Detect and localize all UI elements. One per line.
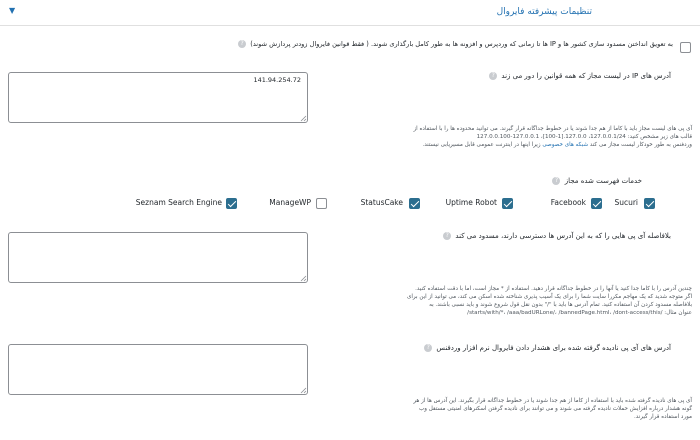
chevron-down-icon[interactable]: ▼ — [9, 6, 16, 15]
private-networks-link[interactable]: شبکه های خصوصی — [542, 142, 589, 148]
ignored-ips-help-line: مورد استفاده قرار گیرند. — [633, 414, 692, 420]
service-checkbox-statuscake[interactable] — [409, 198, 420, 209]
blocklist-field-label — [443, 232, 671, 240]
service-label-statuscake: StatusCake — [360, 198, 403, 207]
divider — [0, 25, 700, 26]
service-checkbox-seznam[interactable] — [226, 198, 237, 209]
help-icon[interactable]: ? — [443, 232, 451, 240]
blocklist-help-text — [407, 285, 692, 317]
service-checkbox-managewp[interactable] — [316, 198, 327, 209]
blocklist-help-line: عنوان مثال: /starts/with/*، /aaa/badURLone/، /bannedPage.html، /dont-access/this/ — [467, 310, 692, 316]
service-label-seznam: Seznam Search Engine — [135, 198, 222, 207]
whitelist-help-line: آی پی های لیست مجاز باید با کاما از هم جدا شوند یا در خطوط جداگانه قرار گیرند. می توانید محدوده ها را با استفاده از — [413, 126, 692, 132]
service-label-facebook: Facebook — [550, 198, 586, 207]
whitelist-help-text — [413, 125, 692, 149]
delay-firewall-option — [238, 40, 673, 48]
help-icon[interactable]: ? — [238, 40, 246, 48]
ignored-ips-label: آدرس های آی پی نادیده گرفته شده برای هشدار دادن فایروال نرم افزار وردفنس — [436, 344, 671, 352]
whitelist-ips-label: آدرس های IP در لیست مجاز که همه قوانین را دور می زند — [501, 72, 671, 80]
whitelist-ips-textarea[interactable] — [8, 72, 308, 123]
service-label-sucuri: Sucuri — [614, 198, 638, 207]
resize-grip-icon[interactable] — [300, 115, 307, 122]
section-title: تنظیمات پیشرفته فایروال — [496, 7, 592, 17]
ignored-ips-help-line: گونه هشدار درباره افزایش حملات نادیده گرفته می شوند و می توانند برای نادیده گرفتن اسکنرهای امنیتی مستقل وب — [419, 406, 692, 412]
section-header[interactable] — [0, 0, 700, 26]
allowlisted-services-label: خدمات فهرست شده مجاز — [564, 177, 642, 185]
ignored-ips-textarea[interactable] — [8, 344, 308, 395]
blocklist-label: بلافاصله آی پی هایی را که به این آدرس ها دسترسی دارند، مسدود می کند — [455, 232, 671, 240]
ignored-ips-help-line: آی پی های نادیده گرفته شده باید با استفاده از کاما از هم جدا شوند یا در خطوط جداگانه قرار بگیرند. این آدرس ها از هر — [413, 398, 692, 404]
whitelist-help-fragment: زیرا اینها در اینترنت عمومی قابل مسیریابی نیستند. — [422, 142, 541, 148]
whitelist-ips-field-label — [489, 72, 671, 80]
help-icon[interactable]: ? — [489, 72, 497, 80]
service-label-managewp: ManageWP — [269, 198, 311, 207]
blocklist-help-line: چندین آدرس را با کاما جدا کنید یا آنها را در خطوط جداگانه قرار دهید. استفاده از * مجاز است، اما با دقت استفاده کنید. — [415, 286, 692, 292]
service-checkbox-sucuri[interactable] — [644, 198, 655, 209]
help-icon[interactable]: ? — [424, 344, 432, 352]
whitelist-help-line: قالب های زیر مشخص کنید: 127.0.0.1/24، 127.0.0.[1-100]، 127.0.0.1-127.0.0.100 — [476, 134, 692, 140]
whitelist-help-line — [413, 141, 692, 149]
delay-firewall-label: به تعویق انداختن مسدود سازی کشور ها و IP ها تا زمانی که وردپرس و افزونه ها به طور کامل بارگذاری شوند. ( فقط قوانین فایروال زودتر پردازش شوند) — [250, 40, 673, 48]
ignored-ips-help-text — [413, 397, 692, 421]
blocklist-help-line: اگر متوجه شدید که یک مهاجم مکررا سایت شما را برای یک آسیب پذیری شناخته شده اسکن می کند، می توانید از این برای — [406, 294, 692, 300]
service-checkbox-uptime-robot[interactable] — [502, 198, 513, 209]
allowlisted-services-field-label — [552, 177, 642, 185]
service-label-uptime-robot: Uptime Robot — [445, 198, 497, 207]
whitelist-help-fragment: وردفنس به طور خودکار لیست مجاز می کند — [589, 142, 692, 148]
blocklist-help-line: بلافاصله مسدود کردن آن استفاده کنید. تمام آدرس ها باید با "/" بدون نقل قول شروع شوند و باید نسبی باشند. به — [429, 302, 692, 308]
resize-grip-icon[interactable] — [300, 387, 307, 394]
service-checkbox-facebook[interactable] — [591, 198, 602, 209]
resize-grip-icon[interactable] — [300, 275, 307, 282]
delay-firewall-checkbox[interactable] — [680, 42, 691, 53]
blocklist-textarea[interactable] — [8, 232, 308, 283]
help-icon[interactable]: ? — [552, 177, 560, 185]
ignored-ips-field-label — [424, 344, 671, 352]
